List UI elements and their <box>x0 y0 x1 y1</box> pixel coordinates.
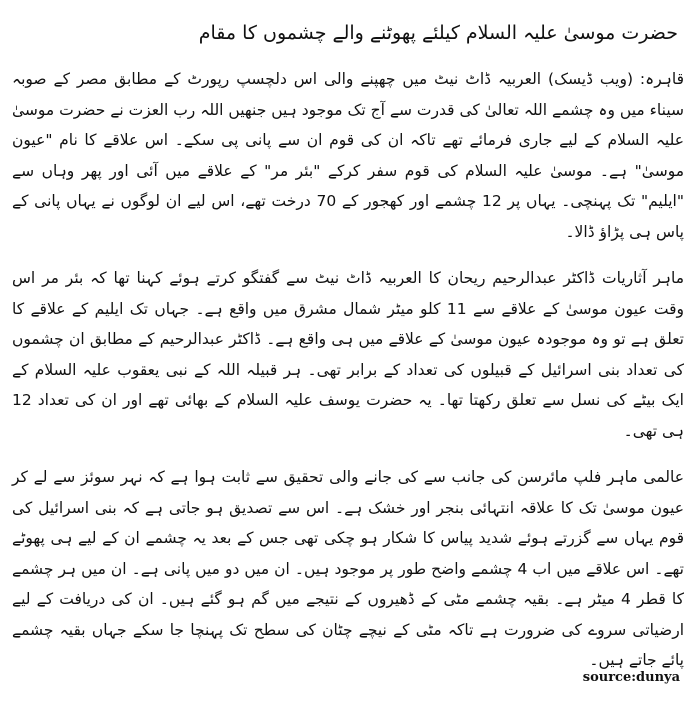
article-paragraph-2: ماہر آثاریات ڈاکٹر عبدالرحیم ریحان کا العربیہ ڈاٹ نیٹ سے گفتگو کرتے ہوئے کہنا تھا کہ بئر مر اس وقت عیون موسیٰ کے علاقے سے 11 کلو میٹر شمال مشرق میں واقع ہے۔ جہاں تک ایلیم کے علاقے کا تعلق ہے تو وہ موجودہ عیون موسیٰ کے علاقے میں ہی واقع ہے۔ ڈاکٹر عبدالرحیم کے مطابق ان چشموں کی تعداد بنی اسرائیل کے قبیلوں کی تعداد کے برابر تھی۔ ہر قبیلہ اللہ کے نبی یعقوب علیہ السلام کے ایک بیٹے کی نسل سے تعلق رکھتا تھا۔ یہ حضرت یوسف علیہ السلام کے بھائی تھے اور ان کی تعداد 12 ہی تھی۔ <box>12 269 684 440</box>
article-paragraph-1: قاہرہ: (ویب ڈیسک) العربیہ ڈاٹ نیٹ میں چھپنے والی اس دلچسپ رپورٹ کے مطابق مصر کے صوبہ سیناء میں وہ چشمے اللہ تعالیٰ کی قدرت سے آج تک موجود ہیں جنھیں اللہ رب العزت نے حضرت موسیٰ علیہ السلام کے لیے جاری فرمائے تھے تاکہ ان کی قوم ان سے پانی پی سکے۔ اس علاقے کا نام "عیون موسیٰ" ہے۔ موسیٰ علیہ السلام کی قوم سفر کرکے "بئر مر" کے علاقے میں آئی اور پھر وہاں سے "ایلیم" تک پہنچی۔ یہاں پر 12 چشمے اور کھجور کے 70 درخت تھے، اس لیے ان لوگوں نے یہاں پانی کے پاس ہی پڑاؤ ڈالا۔ <box>12 70 684 241</box>
source-credit: source:dunya <box>582 670 680 685</box>
article-paragraph-3: عالمی ماہر فلپ مائرسن کی جانب سے کی جانے والی تحقیق سے ثابت ہوا ہے کہ نہر سوئز سے لے کر عیون موسیٰ تک کا علاقہ انتہائی بنجر اور خشک ہے۔ اس سے تصدیق ہو جاتی ہے کہ بنی اسرائیل کی قوم یہاں سے گزرتے ہوئے شدید پیاس کا شکار ہو چکی تھی جس کے بعد یہ چشمے ان کے لیے ہی پھوٹے تھے۔ اس علاقے میں اب 4 چشمے واضح طور پر موجود ہیں۔ ان میں دو میں پانی ہے۔ ان میں ہر چشمے کا قطر 4 میٹر ہے۔ بقیہ چشمے مٹی کے ڈھیروں کے نتیجے میں گم ہو گئے ہیں۔ ان کی دریافت کے لیے ارضیاتی سروے کی ضرورت ہے تاکہ مٹی کے نیچے چٹان کی سطح تک پہنچا جا سکے جہاں بقیہ چشمے پائے جاتے ہیں۔ <box>12 468 684 669</box>
article-title: حضرت موسیٰ علیہ السلام کیلئے پھوٹنے والے چشموں کا مقام <box>198 22 678 44</box>
